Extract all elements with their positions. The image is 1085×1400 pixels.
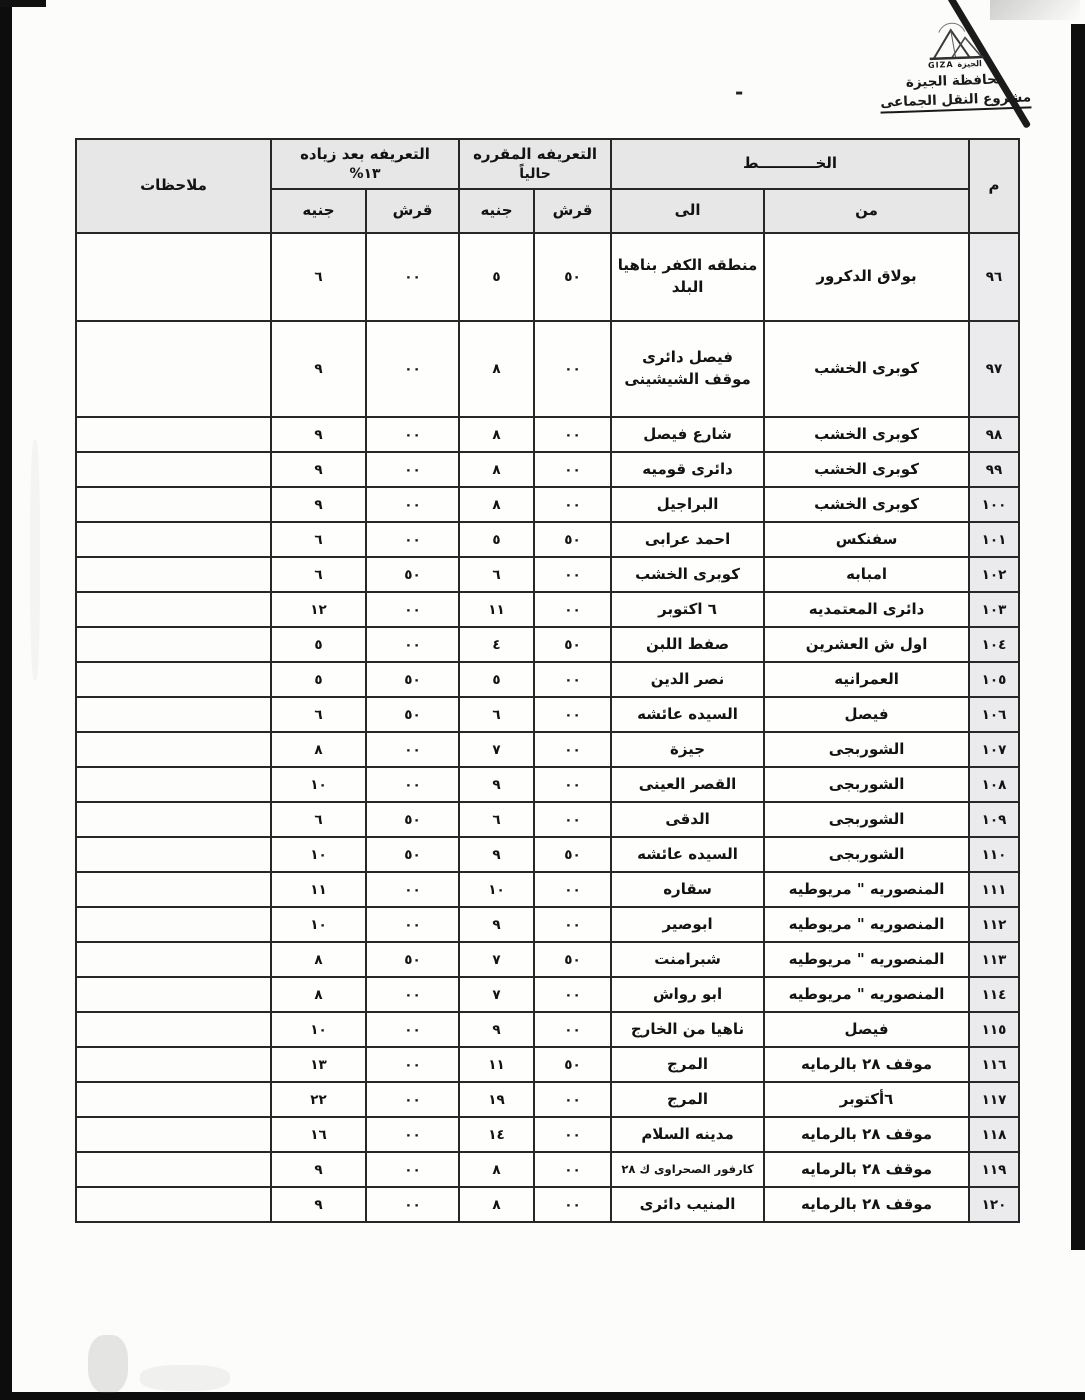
row-current-piastres: ٠٠ [534, 872, 611, 907]
row-notes [76, 872, 271, 907]
row-to: ناهيا من الخارج [611, 1012, 764, 1047]
row-increased-pounds: ٦ [271, 233, 366, 321]
table-row [76, 487, 1019, 522]
row-current-piastres: ٠٠ [534, 662, 611, 697]
table-row [76, 767, 1019, 802]
scan-edge-bottom [0, 1392, 1085, 1400]
header-current-pounds: جنيه [459, 189, 534, 233]
row-serial: ١٠٩ [969, 802, 1019, 837]
header-increased-tariff-line1: التعريفه بعد زياده [300, 145, 430, 164]
row-current-pounds: ٨ [459, 417, 534, 452]
row-serial: ١١٦ [969, 1047, 1019, 1082]
row-increased-pounds: ٨ [271, 942, 366, 977]
row-current-pounds: ٥ [459, 662, 534, 697]
row-current-pounds: ٥ [459, 233, 534, 321]
row-current-piastres: ٠٠ [534, 1012, 611, 1047]
row-serial: ١٠٥ [969, 662, 1019, 697]
row-current-pounds: ٩ [459, 1012, 534, 1047]
row-from: كوبرى الخشب [764, 417, 969, 452]
row-current-pounds: ٦ [459, 557, 534, 592]
header-increased-tariff-group [271, 139, 459, 189]
row-notes [76, 627, 271, 662]
row-to: كارفور الصحراوى ك ٢٨ [611, 1152, 764, 1187]
table-row [76, 1187, 1019, 1222]
header-increased-piastres: قرش [366, 189, 459, 233]
table-row [76, 732, 1019, 767]
row-current-piastres: ٠٠ [534, 487, 611, 522]
header-current-tariff-group [459, 139, 611, 189]
row-to: شارع فيصل [611, 417, 764, 452]
row-current-piastres: ٥٠ [534, 627, 611, 662]
row-serial: ١٠٠ [969, 487, 1019, 522]
row-increased-piastres: ٠٠ [366, 321, 459, 417]
row-increased-pounds: ٩ [271, 1187, 366, 1222]
row-increased-piastres: ٥٠ [366, 557, 459, 592]
row-increased-pounds: ١١ [271, 872, 366, 907]
table-row [76, 662, 1019, 697]
table-row [76, 1047, 1019, 1082]
row-notes [76, 1117, 271, 1152]
row-notes [76, 557, 271, 592]
table-row [76, 697, 1019, 732]
row-current-pounds: ٩ [459, 837, 534, 872]
row-from: موقف ٢٨ بالرمايه [764, 1187, 969, 1222]
header-current-tariff-line1: التعريفه المقرره [473, 145, 597, 164]
row-from: فيصل [764, 1012, 969, 1047]
row-current-piastres: ٥٠ [534, 837, 611, 872]
row-current-pounds: ٨ [459, 487, 534, 522]
row-to: نصر الدين [611, 662, 764, 697]
row-current-pounds: ٦ [459, 697, 534, 732]
row-current-piastres: ٠٠ [534, 977, 611, 1012]
row-current-piastres: ٠٠ [534, 592, 611, 627]
row-notes [76, 942, 271, 977]
row-notes [76, 1187, 271, 1222]
scan-smudge [140, 1365, 230, 1391]
row-from: كوبرى الخشب [764, 321, 969, 417]
row-increased-piastres: ٠٠ [366, 452, 459, 487]
row-from: فيصل [764, 697, 969, 732]
row-from: المنصوريه " مريوطيه [764, 942, 969, 977]
row-increased-piastres: ٠٠ [366, 1047, 459, 1082]
row-current-piastres: ٠٠ [534, 321, 611, 417]
row-current-pounds: ٨ [459, 1187, 534, 1222]
row-to: السيده عائشه [611, 837, 764, 872]
row-increased-piastres: ٠٠ [366, 732, 459, 767]
row-to: البراجيل [611, 487, 764, 522]
row-increased-pounds: ٥ [271, 627, 366, 662]
row-to: فيصل دائرى موقف الشيشينى [611, 321, 764, 417]
row-increased-pounds: ١٠ [271, 767, 366, 802]
logo-caption: GIZA الجيزة [927, 59, 982, 70]
row-notes [76, 233, 271, 321]
row-to: المنيب دائرى [611, 1187, 764, 1222]
row-to: صفط اللبن [611, 627, 764, 662]
row-current-pounds: ١١ [459, 592, 534, 627]
row-serial: ١١٤ [969, 977, 1019, 1012]
row-to: القصر العينى [611, 767, 764, 802]
row-from: كوبرى الخشب [764, 487, 969, 522]
row-serial: ١١٣ [969, 942, 1019, 977]
row-serial: ١١٧ [969, 1082, 1019, 1117]
row-current-piastres: ٥٠ [534, 942, 611, 977]
row-current-pounds: ٨ [459, 1152, 534, 1187]
header-from: من [764, 189, 969, 233]
header-increased-tariff-line2: ١٣% [349, 165, 381, 182]
header-current-piastres: قرش [534, 189, 611, 233]
scan-edge-left [0, 0, 12, 1400]
row-serial: ١٢٠ [969, 1187, 1019, 1222]
row-increased-piastres: ٠٠ [366, 1187, 459, 1222]
table-row [76, 1012, 1019, 1047]
row-to: احمد عرابى [611, 522, 764, 557]
row-current-pounds: ٤ [459, 627, 534, 662]
row-from: سفنكس [764, 522, 969, 557]
row-increased-pounds: ٢٢ [271, 1082, 366, 1117]
stray-dash-mark: - [735, 80, 744, 104]
giza-pyramids-logo-icon [920, 21, 987, 63]
row-current-piastres: ٠٠ [534, 557, 611, 592]
row-increased-piastres: ٥٠ [366, 802, 459, 837]
page-corner-shade [990, 0, 1080, 20]
row-notes [76, 662, 271, 697]
row-from: الشوربجى [764, 767, 969, 802]
table-row [76, 417, 1019, 452]
row-serial: ٩٧ [969, 321, 1019, 417]
row-to: منطقه الكفر بناهيا البلد [611, 233, 764, 321]
row-current-pounds: ٧ [459, 977, 534, 1012]
row-increased-piastres: ٠٠ [366, 233, 459, 321]
table-row [76, 977, 1019, 1012]
row-to: السيده عائشه [611, 697, 764, 732]
row-notes [76, 767, 271, 802]
row-from: الشوربجى [764, 732, 969, 767]
table-row [76, 942, 1019, 977]
row-notes [76, 452, 271, 487]
row-increased-piastres: ٠٠ [366, 1082, 459, 1117]
row-to: شبرامنت [611, 942, 764, 977]
row-serial: ١١٥ [969, 1012, 1019, 1047]
row-current-pounds: ٦ [459, 802, 534, 837]
table-row [76, 837, 1019, 872]
table-row [76, 592, 1019, 627]
row-current-pounds: ٨ [459, 452, 534, 487]
table-row [76, 1082, 1019, 1117]
project-title: مشروع النقل الجماعى [880, 89, 1031, 113]
row-from: موقف ٢٨ بالرمايه [764, 1047, 969, 1082]
row-increased-piastres: ٠٠ [366, 977, 459, 1012]
header-notes: ملاحظات [76, 139, 271, 233]
row-increased-pounds: ١٠ [271, 1012, 366, 1047]
row-current-piastres: ٠٠ [534, 767, 611, 802]
row-increased-pounds: ٦ [271, 802, 366, 837]
row-increased-pounds: ٨ [271, 732, 366, 767]
row-from: ٦أكتوبر [764, 1082, 969, 1117]
row-to: سقاره [611, 872, 764, 907]
row-increased-pounds: ١٠ [271, 837, 366, 872]
row-current-pounds: ١٩ [459, 1082, 534, 1117]
row-to: ابوصير [611, 907, 764, 942]
row-notes [76, 837, 271, 872]
table-row [76, 557, 1019, 592]
row-notes [76, 1047, 271, 1082]
row-increased-piastres: ٠٠ [366, 1117, 459, 1152]
row-current-piastres: ٥٠ [534, 1047, 611, 1082]
row-increased-piastres: ٠٠ [366, 907, 459, 942]
row-from: الشوربجى [764, 802, 969, 837]
row-from: دائرى المعتمديه [764, 592, 969, 627]
row-increased-pounds: ٦ [271, 557, 366, 592]
row-notes [76, 802, 271, 837]
table-row [76, 802, 1019, 837]
row-increased-pounds: ٩ [271, 1152, 366, 1187]
row-increased-pounds: ٦ [271, 697, 366, 732]
row-notes [76, 522, 271, 557]
row-current-piastres: ٥٠ [534, 233, 611, 321]
row-from: اول ش العشرين [764, 627, 969, 662]
fare-table-body [76, 233, 1019, 1222]
governorate-title: محافظة الجيزة [905, 71, 1006, 91]
row-increased-piastres: ٠٠ [366, 522, 459, 557]
row-increased-piastres: ٠٠ [366, 872, 459, 907]
row-to: ابو رواش [611, 977, 764, 1012]
row-notes [76, 592, 271, 627]
row-serial: ١١٠ [969, 837, 1019, 872]
row-current-pounds: ١٠ [459, 872, 534, 907]
header-line-group: الخـــــــــــط [611, 139, 969, 189]
row-notes [76, 487, 271, 522]
row-current-pounds: ٩ [459, 767, 534, 802]
row-increased-pounds: ٩ [271, 321, 366, 417]
row-increased-piastres: ٥٠ [366, 837, 459, 872]
scan-smudge [30, 440, 40, 680]
header-to: الى [611, 189, 764, 233]
row-increased-pounds: ٩ [271, 417, 366, 452]
row-notes [76, 732, 271, 767]
header-serial: م [969, 139, 1019, 233]
row-increased-piastres: ٥٠ [366, 662, 459, 697]
row-to: المرج [611, 1082, 764, 1117]
row-serial: ١٠٣ [969, 592, 1019, 627]
row-current-piastres: ٠٠ [534, 417, 611, 452]
row-to: ٦ اكتوبر [611, 592, 764, 627]
row-from: كوبرى الخشب [764, 452, 969, 487]
row-increased-pounds: ٥ [271, 662, 366, 697]
row-from: المنصوريه " مريوطيه [764, 907, 969, 942]
row-current-piastres: ٠٠ [534, 907, 611, 942]
table-row [76, 1117, 1019, 1152]
row-to: المرج [611, 1047, 764, 1082]
row-current-piastres: ٠٠ [534, 697, 611, 732]
row-notes [76, 1152, 271, 1187]
row-increased-piastres: ٠٠ [366, 1012, 459, 1047]
row-current-pounds: ٧ [459, 732, 534, 767]
row-increased-piastres: ٠٠ [366, 487, 459, 522]
row-current-piastres: ٠٠ [534, 1082, 611, 1117]
row-current-piastres: ٠٠ [534, 452, 611, 487]
row-notes [76, 417, 271, 452]
row-to: مدينه السلام [611, 1117, 764, 1152]
fare-table [75, 138, 1020, 1223]
row-current-pounds: ١٤ [459, 1117, 534, 1152]
header-increased-pounds: جنيه [271, 189, 366, 233]
row-current-pounds: ٧ [459, 942, 534, 977]
row-increased-piastres: ٠٠ [366, 627, 459, 662]
row-current-pounds: ٥ [459, 522, 534, 557]
row-increased-pounds: ١٢ [271, 592, 366, 627]
scan-smudge [88, 1335, 128, 1393]
row-serial: ١٠٧ [969, 732, 1019, 767]
row-increased-piastres: ٠٠ [366, 767, 459, 802]
table-row [76, 233, 1019, 321]
row-increased-pounds: ١٠ [271, 907, 366, 942]
row-notes [76, 907, 271, 942]
row-current-pounds: ٨ [459, 321, 534, 417]
row-current-piastres: ٠٠ [534, 732, 611, 767]
table-row [76, 522, 1019, 557]
row-current-piastres: ٥٠ [534, 522, 611, 557]
row-serial: ١٠٦ [969, 697, 1019, 732]
row-from: امبابه [764, 557, 969, 592]
row-notes [76, 697, 271, 732]
row-from: موقف ٢٨ بالرمايه [764, 1152, 969, 1187]
row-increased-pounds: ١٦ [271, 1117, 366, 1152]
row-notes [76, 1012, 271, 1047]
row-from: الشوربجى [764, 837, 969, 872]
scan-edge-top-notch [0, 0, 46, 7]
row-increased-pounds: ١٣ [271, 1047, 366, 1082]
row-current-piastres: ٠٠ [534, 1117, 611, 1152]
row-serial: ١١٩ [969, 1152, 1019, 1187]
row-increased-pounds: ٦ [271, 522, 366, 557]
table-row [76, 872, 1019, 907]
row-serial: ١٠٢ [969, 557, 1019, 592]
row-from: بولاق الدكرور [764, 233, 969, 321]
row-notes [76, 321, 271, 417]
row-current-piastres: ٠٠ [534, 1187, 611, 1222]
row-from: العمرانيه [764, 662, 969, 697]
row-serial: ١٠٤ [969, 627, 1019, 662]
row-increased-piastres: ٠٠ [366, 1152, 459, 1187]
row-current-pounds: ٩ [459, 907, 534, 942]
row-from: المنصوريه " مريوطيه [764, 872, 969, 907]
row-serial: ١١١ [969, 872, 1019, 907]
row-serial: ٩٨ [969, 417, 1019, 452]
row-current-piastres: ٠٠ [534, 802, 611, 837]
row-increased-piastres: ٠٠ [366, 417, 459, 452]
table-row [76, 452, 1019, 487]
table-row [76, 1152, 1019, 1187]
letterhead [878, 19, 1031, 113]
table-row [76, 321, 1019, 417]
row-current-pounds: ١١ [459, 1047, 534, 1082]
row-current-piastres: ٠٠ [534, 1152, 611, 1187]
row-increased-piastres: ٥٠ [366, 942, 459, 977]
header-current-tariff-line2: حالياً [519, 165, 551, 182]
row-increased-piastres: ٥٠ [366, 697, 459, 732]
row-increased-pounds: ٩ [271, 452, 366, 487]
row-notes [76, 977, 271, 1012]
fare-table-header [76, 139, 1019, 233]
row-to: دائرى قوميه [611, 452, 764, 487]
row-serial: ١١٢ [969, 907, 1019, 942]
table-row [76, 907, 1019, 942]
row-from: المنصوريه " مريوطيه [764, 977, 969, 1012]
row-serial: ٩٩ [969, 452, 1019, 487]
row-serial: ١٠١ [969, 522, 1019, 557]
row-from: موقف ٢٨ بالرمايه [764, 1117, 969, 1152]
row-increased-pounds: ٨ [271, 977, 366, 1012]
table-row [76, 627, 1019, 662]
row-notes [76, 1082, 271, 1117]
row-increased-piastres: ٠٠ [366, 592, 459, 627]
row-serial: ١١٨ [969, 1117, 1019, 1152]
row-to: كوبرى الخشب [611, 557, 764, 592]
row-serial: ١٠٨ [969, 767, 1019, 802]
row-increased-pounds: ٩ [271, 487, 366, 522]
row-to: جيزة [611, 732, 764, 767]
scan-edge-right [1071, 24, 1085, 1250]
row-serial: ٩٦ [969, 233, 1019, 321]
row-to: الدقى [611, 802, 764, 837]
